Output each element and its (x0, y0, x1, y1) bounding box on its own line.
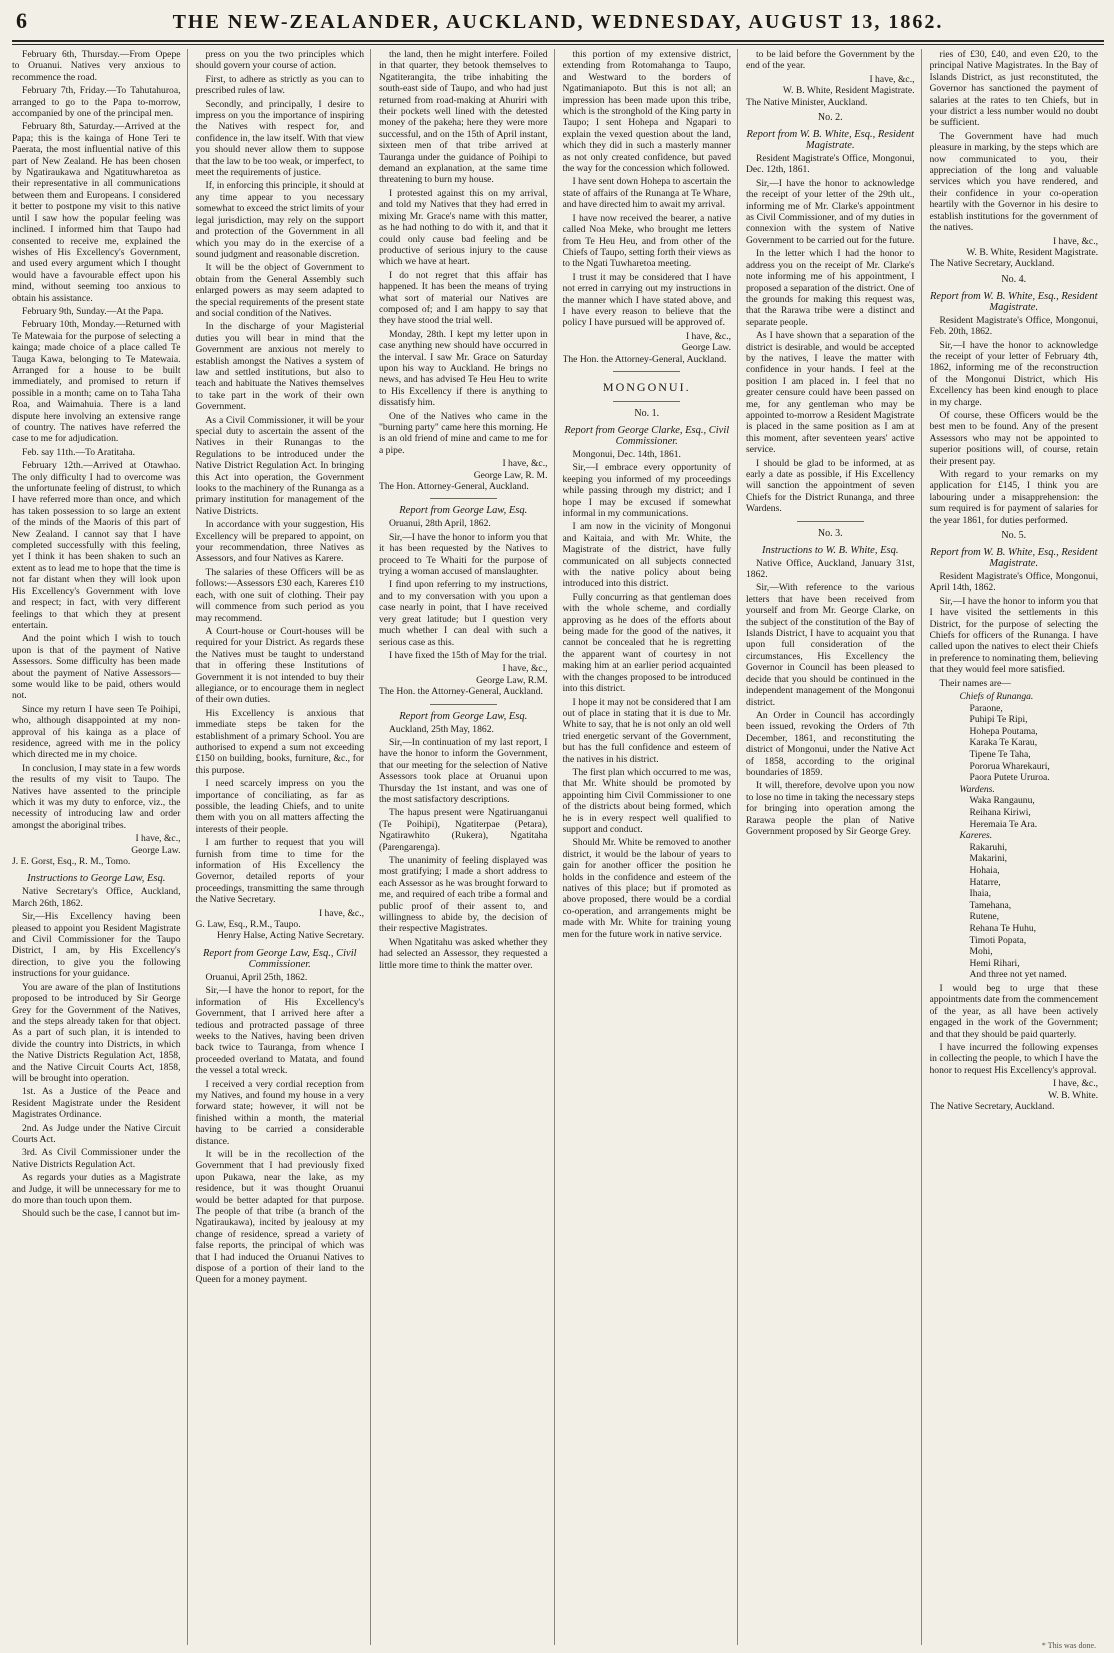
col5-heading: Report from W. B. White, Esq., Resident Magistrate. (746, 129, 914, 152)
paragraph: I should be glad to be informed, at as early a date as possible, if His Excellency will sanction the appointment of seven Chiefs for the District Runanga, and three Wardens. (746, 457, 915, 515)
col6-signature-3 (930, 1078, 1099, 1112)
footnote: * This was done. (1041, 1641, 1096, 1650)
name-entry: Hemi Rihari, (969, 957, 1020, 969)
sig-closing: I have, &c., (502, 458, 548, 470)
sig-addressee: The Hon. the Attorney-General, Auckland. (379, 686, 543, 698)
paragraph: I protested against this on my arrival, and told my Natives that they had erred in mixing Mr. Grace's name with this matter, as he had nothing to do with it, and that it could only cause bad feeling and be productive of serious injury to the cause which we have at heart. (379, 187, 548, 268)
column-1 (12, 49, 188, 1645)
paragraph: First, to adhere as strictly as you can to prescribed rules of law. (195, 73, 364, 97)
paragraph: Native Secretary's Office, Auckland, March 26th, 1862. (12, 886, 181, 909)
name-entry: Heremaia Te Ara. (969, 818, 1038, 830)
col3-heading-2: Report from George Law, Esq. (399, 710, 528, 722)
paragraph: February 6th, Thursday.—From Opepe to Oruanui. Natives very anxious to recommence the road. (12, 49, 181, 83)
paragraph: His Excellency is anxious that immediate steps be taken for the establishment of a primary School. You are authorised to expend a sum not exceeding £150 on building, books, furniture, &c., for this purpose. (195, 707, 364, 776)
paragraph: Sir,—I have the honor to acknowledge the receipt of your letter of the 29th ult., informing me of Mr. Clarke's appointment as Civil Commissioner, and of my duties in connexion with the system of Native Government to be carried out for the future. (746, 177, 915, 246)
col6b-paragraphs (930, 315, 1099, 526)
paragraph: One of the Natives who came in the "burning party" came here this morning. He is an old friend of mine and came to me for a pipe. (379, 410, 548, 456)
name-entry: Paora Putete Ururoa. (969, 772, 1050, 784)
column-5 (746, 49, 922, 1645)
paragraph: The hapus present were Ngatiruanganui (Te Poihipi), Ngatiterpae (Petara), Ngatirawhito (Rukera), Ngatitaha (Parengarenga). (379, 807, 548, 853)
paragraph: A Court-house or Court-houses will be required for your District. As regards these the Natives must be taught to understand that in offering these Institutions of Government it is not intended to buy their allegiance, or to encourage them in neglect of their own duties. (195, 625, 364, 706)
sig-addressee: The Hon. the Attorney-General, Auckland. (562, 353, 727, 365)
name-entry: Puhipi Te Ripi, (969, 714, 1028, 726)
col3-paragraphs (379, 49, 548, 456)
wardens-list (970, 795, 1099, 830)
col6-signature (930, 236, 1099, 270)
paragraph: Monday, 28th. I kept my letter upon in case anything new should have occurred in the interval. I saw Mr. Grace on Saturday upon his way to Auckland. He brings no news, and has advised Te Heu Heu to write to His Excellency if there is anything to dissatisfy him. (379, 328, 548, 409)
paragraph: I have incurred the following expenses in collecting the people, to which I have the honor to request His Excellency's approval. (929, 1041, 1098, 1076)
paragraph: Auckland, 25th May, 1862. (389, 723, 494, 735)
paragraph: The Government have had much pleasure in marking, by the steps which are now communicated to you, their appreciation of the long and valuable services which you have rendered, and their confidence in your co-operation heartily with the Governor in his desire to establish institutions for the government of the natives. (929, 130, 1098, 234)
name-entry: Reihana Kiriwi, (969, 807, 1031, 819)
paragraph: Sir,—I have the honor to inform you that it has been requested by the Natives to proceed to Te Whaiti for the purpose of trying a woman accused of manslaughter. (379, 531, 548, 578)
paragraph: I have now received the bearer, a native called Noa Meke, who brought me letters from Te Heu Heu, and from other of the Chiefs of Taupo, setting forth their views as to the Ngati Tuwharetoa meeting. (562, 212, 731, 270)
sig-addressee: The Native Secretary, Auckland. (929, 1101, 1055, 1112)
paragraph: As regards your duties as a Magistrate and Judge, it will be unnecessary for me to do more than touch upon them. (12, 1172, 181, 1206)
paragraph: Secondly, and principally, I desire to impress on you the importance of inspiring the Natives with respect for, and confidence in, the law itself. With that view you should never allow them to suppose that the law to be too weak, or imperfect, to meet the requirements of justice. (195, 98, 364, 179)
paragraph: I trust it may be considered that I have not erred in carrying out my instructions in the manner which I have stated above, and I have every reason to believe that the policy I have pursued will be approved of. (562, 271, 731, 329)
paragraph: If, in enforcing this principle, it should at any time appear to you necessary somewhat to exceed the strict limits of your legal jurisdiction, may rely on the support and protection of the Government in all which you may do in the exercise of a sound judgment and reasonable discretion. (195, 180, 364, 260)
paragraph: the land, then he might interfere. Foiled in that quarter, they betook themselves to Ngatiterangita, the tribe inhabiting the south-east side of Taupo, and who had just returned from road-making at Ahuriri with their pockets well lined with the detested money of the pakeha; here they were more successful, and on the 15th of April instant, sixteen men of that tribe arrived at Tauranga under the guidance of Poihipi to demand an explanation, at the same time threatening to burn my house. (379, 49, 548, 186)
paragraph: I have sent down Hohepa to ascertain the state of affairs of the Runanga at Te Whare, and have directed him to await my arrival. (562, 176, 731, 211)
paragraph: The first plan which occurred to me was, that Mr. White should be promoted by appointing him Civil Commissioner to one of the districts about being formed, which he is in every respect well qualified to support and conduct. (562, 766, 731, 835)
paragraph: this portion of my extensive district, extending from Rotomahanga to Taupo, and Westward to the borders of Ngatimaniapoto. But this is not all; an impression has been made upon this tribe, which is the stronghold of the King party in Taupo; I sent Hohepa and Ngapari to explain the vexed question about the land, which they did in such a masterly manner as not only created confidence, but paved the way for the concession which followed. (562, 49, 731, 175)
col6c-paragraphs (930, 571, 1099, 689)
paragraph: 2nd. As Judge under the Native Circuit Courts Act. (12, 1122, 181, 1145)
column-2 (196, 49, 372, 1645)
masthead-rule (12, 44, 1104, 45)
sig-closing: I have, &c., (869, 73, 915, 85)
name-entry: Makarini, (969, 853, 1008, 865)
name-entry: Rutene, (969, 911, 1000, 923)
paragraph: February 7th, Friday.—To Tahutahuroa, arranged to go to the Papa to-morrow, accompanied by one of the principal men. (12, 85, 181, 120)
separator (797, 521, 864, 522)
col2-heading: Report from George Law, Esq., Civil Commissioner. (202, 947, 357, 970)
sig-name: George Law. (681, 342, 731, 354)
sig-addressee: J. E. Gorst, Esq., R. M., Tomo. (12, 856, 131, 868)
col2b-paragraphs (196, 972, 365, 1286)
sig-closing: I have, &c., (502, 663, 548, 675)
sig-closing: I have, &c., (685, 330, 731, 342)
paragraph: You are aware of the plan of Institutions proposed to be introduced by Sir George Grey for the Government of the Natives, and the steps already taken for that object. As a part of such plan, it is intended to divide the country into Districts, in which the Native Districts Regulation Act, 1858, and the Native Circuit Courts Act, 1858, will be brought into operation. (12, 981, 181, 1084)
paragraph: ries of £30, £40, and even £20, to the principal Native Magistrates. In the Bay of Islands District, as just reconstituted, the Governor has sanctioned the payment of salaries at the rates to ten Chiefs, but in your district a less number would no doubt be sufficient. (929, 49, 1098, 129)
col1-heading: Instructions to George Law, Esq. (27, 873, 166, 885)
sig-right: Henry Halse, Acting Native Secretary. (217, 930, 364, 942)
separator (430, 704, 497, 705)
paragraph: It will be in the recollection of the Government that I had previously fixed upon Pukawa, near the lake, as my residence, but it was thought Oruanui would be better adapted for that purpose. The people of that tribe (a branch of the Ngatiraukawa), incited by jealousy at my change of residence, spread a variety of false reports, the principal of which was that I had induced the Oruanui Natives to dispose of a portion of their land to the Queen for a money payment. (195, 1148, 364, 1286)
sig-addressee: The Hon. Attorney-General, Auckland. (379, 481, 529, 493)
name-entry: And three not yet named. (969, 969, 1067, 981)
col6-heading-5: Report from W. B. White, Esq., Resident Magistrate. (930, 547, 1098, 570)
sig-closing: I have, &c., (318, 907, 364, 919)
paragraph: Their names are— (939, 677, 1011, 689)
columns (12, 49, 1104, 1645)
sig-name: George Law, R. M. (473, 469, 548, 481)
paragraph: Sir,—With reference to the various letters that have been received from yourself and from Mr. George Clarke, on the subject of the constitution of the Bay of Islands District, I have to acquaint you that upon full consideration of the circumstances, His Excellency the Governor in Council has been pleased to decide that you should be continued in the independent management of the Mongonui district. (746, 582, 915, 708)
column-3 (379, 49, 555, 1645)
col5c-paragraphs (746, 558, 915, 838)
sig-name: W. B. White, Resident Magistrate. (782, 85, 915, 97)
report-number: No. 4. (1001, 273, 1027, 285)
col5-signature (746, 74, 915, 108)
name-entry: Tipene Te Taha, (969, 749, 1031, 761)
masthead (12, 6, 1104, 42)
name-entry: Waka Rangaunu, (969, 795, 1035, 807)
column-6 (930, 49, 1105, 1645)
separator (430, 498, 497, 499)
paragraph: Oruanui, April 25th, 1862. (205, 971, 308, 983)
separator (613, 371, 680, 372)
col6-heading: Report from W. B. White, Esq., Resident Magistrate. (930, 290, 1098, 313)
paragraph: to be laid before the Government by the end of the year. (746, 49, 915, 72)
report-number-3: No. 3. (817, 527, 843, 539)
name-entry: Hohaia, (969, 865, 1000, 876)
name-entry: Timoti Popata, (969, 934, 1027, 946)
col5b-paragraphs (746, 153, 915, 515)
paragraph: It will be the object of Government to obtain from the General Assembly such enlarged powers as may seem adapted to the special requirements of the present state and social condition of the Natives. (195, 262, 364, 319)
name-entry: Mohi, (969, 946, 993, 958)
paragraph: I have fixed the 15th of May for the trial. (389, 649, 547, 661)
name-entry: Paraone, (969, 702, 1003, 714)
col1-paragraphs (12, 49, 181, 831)
sig-closing: I have, &c., (1052, 1078, 1098, 1090)
paragraph: 3rd. As Civil Commissioner under the Native Districts Regulation Act. (12, 1147, 181, 1170)
paragraph: Of course, these Officers would be the best men to be found. Any of the present Assessors who may not be appointed to superior positions will, of course, retain their present pay. (929, 409, 1098, 467)
paragraph: I am further to request that you will furnish from time to time for the information of His Excellency the Governor, detailed reports of your proceedings, transmitting the same through the Native Secretary. (195, 837, 364, 906)
paragraph: Sir,—I have the honor to acknowledge the receipt of your letter of February 4th, 1862, informing me of the reconstruction of the Mongonui District, which His Excellency has been kind enough to place in my charge. (929, 339, 1098, 408)
paragraph: Should such be the case, I cannot but im- (22, 1208, 180, 1220)
paragraph: As I have shown that a separation of the district is desirable, and would be accepted by the natives, I leave the matter with confidence in your hands. I feel at the position I am placed in. I feel that no greater censure could have been passed on me, for any gentleman who may be appointed to-morrow a Resident Magistrate is placed in the same position as I am at this moment, after seventeen years' active service. (746, 330, 915, 456)
report-number: No. 2. (817, 112, 843, 124)
kareres-title: Kareres. (959, 830, 993, 842)
paragraph: Since my return I have seen Te Poihipi, who, although disappointed at my non-approval of his kainga as a place of residence, agreed with me in the policy which directed me in my choice. (12, 703, 181, 761)
paragraph: Resident Magistrate's Office, Mongonui, Feb. 20th, 1862. (929, 314, 1098, 338)
paragraph: Sir,—I have the honor to report, for the information of His Excellency's Government, that I arrived here after a tedious and protracted passage of three weeks to the Natives, having been driven back twice to Tauranga, from whence I proceeded overland to Matata, and found the vessel a total wreck. (195, 985, 364, 1077)
sig-addressee: The Native Secretary, Auckland. (929, 258, 1055, 270)
paragraph: Sir,—His Excellency having been pleased to appoint you Resident Magistrate and Civil Commissioner for the Taupo District, I am, by His Excellency's direction, to give you the following instructions for your guidance. (12, 911, 181, 980)
paragraph: Resident Magistrate's Office, Mongonui, April 14th, 1862. (929, 571, 1098, 594)
col3c-paragraphs (379, 724, 548, 972)
col1b-paragraphs (12, 886, 181, 1219)
paragraph: Fully concurring as that gentleman does with the whole scheme, and cordially approving as he does of the efforts about being made for the good of the natives, it cannot be concealed that he is regretting the apparent want of courtesy in not making him at an earlier period acquainted with the changes proposed to be introduced into this district. (562, 591, 731, 695)
paragraph: February 8th, Saturday.—Arrived at the Papa; this is the kainga of Hone Teri te Paerata, the most influential native of this part of New Zealand. He has been chosen by Ngatiraukawa and Ngatituwharetoa as their representative in all communications between them and Europeans. I considered it better to postpone my visit to this native until I saw how the popular feeling was inclined. I informed him that Taupo had consented to receive me, explained the wishes of His Excellency's Government, and used every argument which I thought would have a favourable effect upon his mind, without seeming too anxious to obtain his assistance. (12, 121, 181, 304)
paragraph: I would beg to urge that these appointments date from the commencement of the year, as all have been actively engaged in the work of the Government; and that they should be paid quarterly. (929, 982, 1098, 1040)
paragraph: And the point which I wish to touch upon is that of the payment of Native Assessors. Some difficulty has been made about the payment of Native Assessors—some would like to be paid, others would not. (12, 633, 181, 702)
paragraph: Resident Magistrate's Office, Mongonui, Dec. 12th, 1861. (746, 153, 915, 176)
section-title: MONGONUI. (602, 379, 691, 394)
sig-closing: I have, &c., (135, 833, 181, 845)
paragraph: I need scarcely impress on you the importance of conciliating, as far as possible, the leading Chiefs, and to unite them with you on all matters affecting the interests of their people. (195, 778, 364, 835)
paragraph: I do not regret that this affair has happened. It has been the means of trying what sort of material our Natives are composed of; and I am happy to say that they have stood the trial well. (379, 269, 548, 327)
paragraph: Feb. say 11th.—To Aratitaha. (22, 446, 136, 458)
paragraph: I am now in the vicinity of Mongonui and Kaitaia, and with Mr. White, the Magistrate of the district, have fully communicated on all subjects connected with the native policy about being introduced into this district. (562, 521, 731, 590)
paragraph: 1st. As a Justice of the Peace and Resident Magistrate under the Resident Magistrates Ordinance. (12, 1086, 181, 1121)
paragraph: I hope it may not be considered that I am out of place in stating that it is due to Mr. White to say, that he is not only an old well tried energetic servant of the Government, but has the full confidence and esteem of the natives in his district. (562, 696, 731, 765)
page-number: 6 (16, 8, 27, 33)
sig-name: W. B. White, Resident Magistrate. (966, 246, 1098, 258)
column-4 (563, 49, 739, 1645)
chiefs-title: Chiefs of Runanga. (959, 691, 1034, 703)
name-entry: Rakaruhi, (969, 841, 1008, 853)
sig-name: George Law, R.M. (476, 674, 548, 686)
paragraph: The unanimity of feeling displayed was most gratifying; I made a short address to each Assessor as he was brought forward to me, and required of each tribe a formal and public proof of their assent to, and willingness to abide by, the decision of their respective Magistrates. (379, 855, 548, 935)
report-number: No. 1. (634, 407, 660, 419)
col4-paragraphs (563, 49, 732, 329)
paragraph: In conclusion, I may state in a few words the results of my visit to Taupo. The Natives have assented to the principle which it was my duty to enforce, viz., the necessity of introducing law and order amongst the aboriginal tribes. (12, 762, 181, 831)
sig-name: W. B. White. (1048, 1089, 1098, 1101)
col6d-paragraphs (930, 983, 1099, 1076)
col3-signature-2 (379, 663, 548, 697)
paragraph: It will, therefore, devolve upon you now to lose no time in taking the necessary steps for bringing into operation among the Rarawa people the plan of Native Government proposed by Sir George Grey. (746, 780, 915, 837)
col4-signature (563, 331, 732, 365)
paragraph: I received a very cordial reception from my Natives, and found my house in a very forward state; however, it will not be finished within a month, the material having to be carried a considerable distance. (195, 1078, 364, 1147)
paragraph: I find upon referring to my instructions, and to my conversation with you upon a case nearly in point, that I have received very great latitude; but I question very much whether I can deal with such a serious case as this. (379, 579, 548, 648)
name-entry: Pororua Wharekauri, (969, 760, 1050, 772)
chiefs-list (970, 703, 1099, 784)
paragraph: Mongonui, Dec. 14th, 1861. (572, 448, 681, 460)
separator (613, 401, 680, 402)
paragraph: Native Office, Auckland, January 31st, 1862. (746, 557, 915, 581)
paragraph: In the letter which I had the honor to address you on the receipt of Mr. Clarke's note informing me of his appointment, I proposed a separation of the district. One of the grounds for making this request was, that the Rarawa tribe were a distinct and separate people. (746, 248, 915, 328)
sig-name: George Law. (131, 844, 181, 856)
kareres-list (970, 842, 1099, 981)
paragraph: In accordance with your suggestion, His Excellency will be prepared to appoint, on your recommendation, three Natives as Assessors, and four Natives as Karere. (195, 519, 364, 565)
sig-closing: I have, &c., (1052, 235, 1098, 247)
name-entry: Hohepa Poutama, (969, 725, 1038, 737)
col3-signature (379, 458, 548, 492)
col5-heading-3: Instructions to W. B. White, Esq. (762, 544, 899, 556)
paragraph: Sir,—I have the honor to inform you that I have visited the settlements in this District, for the purpose of selecting the Chiefs for officers of the Runanga. I have called upon the natives to elect their Chiefs in preference to nominating them, believing that they would feel more satisfied. (929, 595, 1098, 676)
paragraph: Sir,—I embrace every opportunity of keeping you informed of my proceedings while passing through my district; and I hope I may be excused if somewhat informal in my communications. (562, 462, 731, 519)
name-entry: Ihaia, (969, 888, 992, 900)
col3b-paragraphs (379, 518, 548, 661)
col4b-paragraphs (563, 449, 732, 940)
paragraph: press on you the two principles which should govern your course of action. (195, 49, 364, 72)
col2-signature (196, 908, 365, 942)
paragraph: Sir,—In continuation of my last report, I have the honor to inform the Government, that our meeting for the selection of Native Assessors took place at Oruanui upon Thursday the 1st instant, and was one of the most satisfactory descriptions. (379, 736, 548, 805)
wardens-title: Wardens. (959, 783, 995, 795)
name-entry: Rehana Te Huhu, (969, 922, 1037, 934)
paragraph: In the discharge of your Magisterial duties you will bear in mind that the Government are anxious not merely to establish amongst the Natives a system of law and settled institutions, but also to teach and habituate the Natives themselves to take part in the work of their own Government. (195, 321, 364, 413)
paragraph: An Order in Council has accordingly been issued, revoking the Orders of 7th December, 1861, and reconstituting the district of Mongonui, under the Native Act of 1858, according to the original boundaries of 1859. (746, 709, 915, 778)
paragraph: February 12th.—Arrived at Otawhao. The only difficulty I had to overcome was the unfortunate feeling of distrust, to which I have referred more than once, and which has taken possession to so large an extent of the minds of the Maoris of this part of New Zealand. I cannot say that I have completed successfully with this feeling, yet I think it has been shaken to such an extent as to lead me to hope that the time is not far distant when they will look upon His Excellency's Government with love and respect; in fact, with very different feelings to that which they at present entertain. (12, 460, 181, 631)
sig-left: G. Law, Esq., R.M., Taupo. (195, 919, 301, 931)
name-entry: Karaka Te Karau, (969, 737, 1038, 749)
name-entry: Hatarre, (969, 876, 1001, 888)
paragraph: The salaries of these Officers will be as follows:—Assessors £30 each, Kareres £10 each, with one suit of clothing. Their pay will commence from such period as you may recommend. (195, 566, 364, 624)
col1-signature (12, 833, 181, 867)
paragraph: When Ngatitahu was asked whether they had selected an Assessor, they requested a little more time to think the matter over. (379, 936, 548, 971)
col5-paragraphs (746, 49, 915, 72)
col4-heading: Report from George Clarke, Esq., Civil Commissioner. (564, 424, 730, 447)
paragraph: February 10th, Monday.—Returned with Te Matewaia for the purpose of selecting a kainga; made choice of a place called Te Tauga Kawa, belonging to Te Matewaia. Arranged for a house to be built immediately, and promised to return if possible in a month; came on to Taha Taha Roa, and Waimahuia. There is a land dispute here involving an extensive range of country. The natives have referred the case to me for adjudication. (12, 319, 181, 445)
col3-heading: Report from George Law, Esq. (399, 505, 528, 517)
officer-names-list (959, 691, 1099, 981)
masthead-title: THE NEW-ZEALANDER, AUCKLAND, WEDNESDAY, AUGUST 13, 1862. (172, 11, 944, 33)
paragraph: Oruanui, 28th April, 1862. (389, 518, 491, 530)
paragraph: With regard to your remarks on my application for £145, I think you are labouring under a misapprehension: the sum required is for payment of salaries for the year 1861, for duties performed. (929, 469, 1098, 526)
paragraph: Should Mr. White be removed to another district, it would be the labour of years to gain for another officer the position he holds in the confidence and esteem of the natives of this place; but if promoted as above proposed, there would be a cordial co-operation, and arrangements might be made with Mr. White for training young men for the future work in native service. (562, 837, 731, 940)
name-entry: Tamehana, (969, 899, 1012, 911)
report-number-5: No. 5. (1001, 530, 1027, 542)
col6-paragraphs (930, 49, 1099, 234)
col2-paragraphs (196, 49, 365, 906)
paragraph: February 9th, Sunday.—At the Papa. (22, 305, 164, 317)
sig-addressee: The Native Minister, Auckland. (746, 96, 868, 108)
paragraph: As a Civil Commissioner, it will be your special duty to ascertain the assent of the Natives in their Runangas to the Regulations to be introduced under the Native District Regulation Act. In bringing this Act into operation, the Government looks to the machinery of the Runanga as a primary institution for management of the Native Districts. (195, 414, 364, 517)
